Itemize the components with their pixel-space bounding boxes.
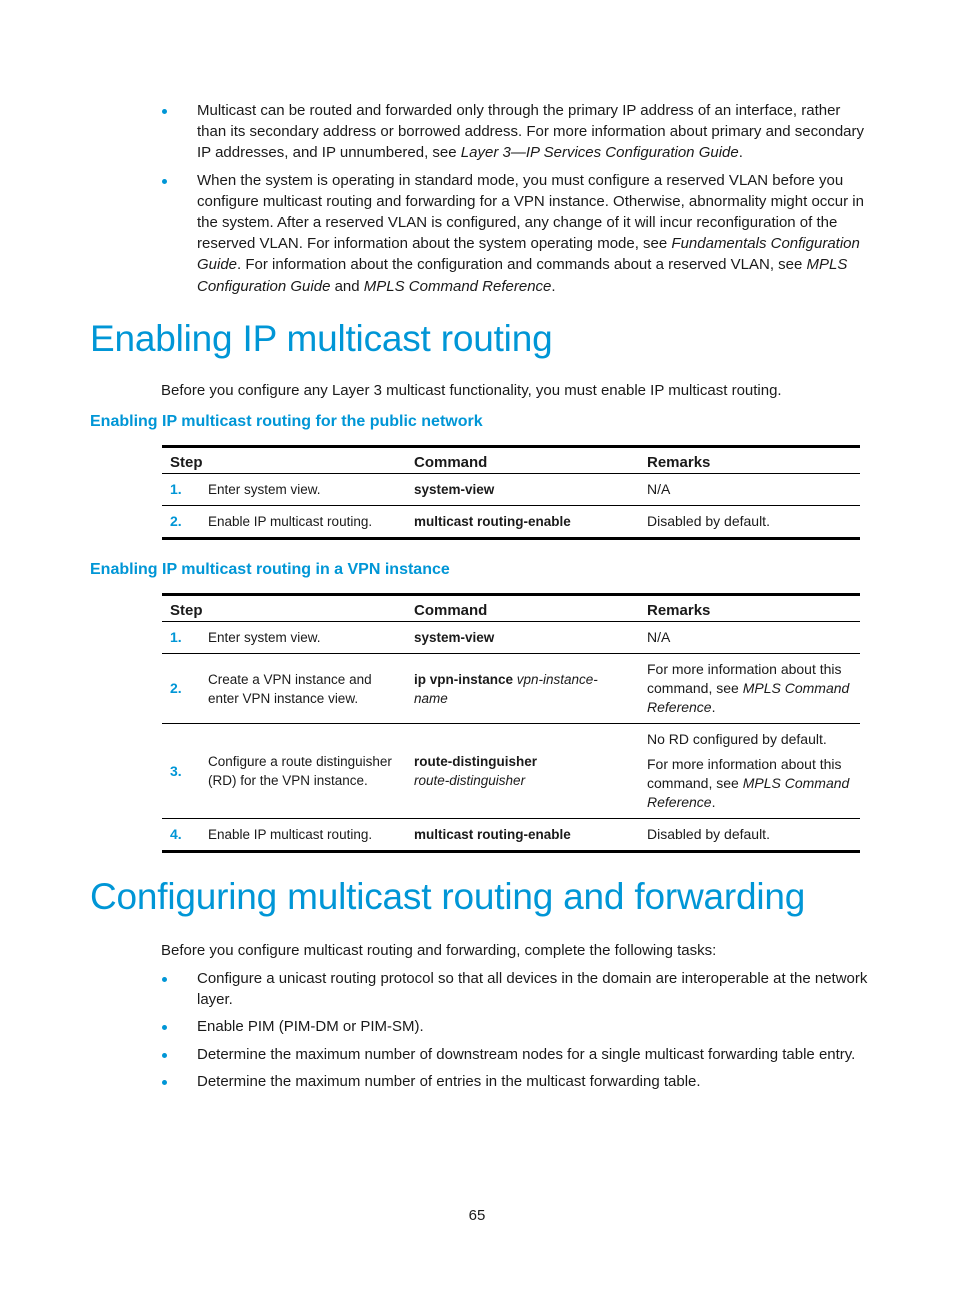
step-number: 2. <box>162 506 200 539</box>
section-title-configuring-multicast-routing: Configuring multicast routing and forwarding <box>90 876 806 917</box>
text-run: No RD configured by default. <box>647 731 827 747</box>
text-run: . <box>711 699 716 715</box>
command-argument: vpn-instance-name <box>414 671 598 706</box>
text-run: Multicast can be routed and forwarded only through the primary IP address of an interface, rather than its secondary address or borrowed address. For more information about primary and secondary IP addresses, and IP unnumbered, see <box>197 102 864 162</box>
text-run: . <box>551 277 556 295</box>
step-remarks <box>639 506 860 539</box>
table-row <box>162 724 860 819</box>
remarks-line <box>647 755 852 812</box>
bullet-icon <box>162 1025 167 1030</box>
text-run: For more information about this command, see <box>647 661 842 696</box>
text-run: and <box>330 277 364 295</box>
section2-intro: Before you configure multicast routing and forwarding, complete the following tasks: <box>161 942 717 959</box>
list-item-text: Determine the maximum number of entries in the multicast forwarding table. <box>197 1072 701 1090</box>
step-number: 2. <box>162 654 200 724</box>
table-row <box>162 474 860 506</box>
command-keyword: system-view <box>414 630 495 645</box>
bullet-icon <box>162 179 167 184</box>
remarks-line <box>647 480 852 499</box>
italic-text: Fundamentals Configuration Guide <box>197 235 860 274</box>
step-remarks <box>639 474 860 506</box>
step-command <box>406 654 639 724</box>
subsection-title-vpn-instance: Enabling IP multicast routing in a VPN instance <box>90 561 450 578</box>
step-description: Enter system view. <box>208 630 321 645</box>
step-command <box>406 506 639 539</box>
step-command <box>406 474 639 506</box>
header-remarks: Remarks <box>639 447 860 474</box>
text-run: . <box>738 144 743 162</box>
command-keyword: multicast routing-enable <box>414 514 571 529</box>
text-run: For more information about this command, see <box>647 756 842 791</box>
list-item <box>160 100 870 164</box>
page-number: 65 <box>468 1207 486 1224</box>
italic-text: Layer 3—IP Services Configuration Guide <box>460 144 739 162</box>
text-run: . <box>711 794 716 810</box>
table-row <box>162 654 860 724</box>
step-remarks <box>639 819 860 852</box>
command-keyword: route-distinguisher <box>414 754 538 769</box>
steps-table-public-network <box>162 445 860 540</box>
step-command <box>406 819 639 852</box>
text-run: N/A <box>647 481 671 497</box>
subsection-title-public-network: Enabling IP multicast routing for the public network <box>90 413 483 430</box>
step-description: Create a VPN instance and enter VPN instance view. <box>200 654 406 724</box>
header-command: Command <box>406 447 639 474</box>
step-command <box>406 622 639 654</box>
remarks-line <box>647 628 852 647</box>
steps-table-vpn-instance <box>162 593 860 853</box>
remarks-line <box>647 730 852 749</box>
task-bullet-list <box>160 968 870 1098</box>
step-command <box>406 724 639 819</box>
list-item <box>160 968 870 1010</box>
remarks-line <box>647 512 852 531</box>
top-bullet-list <box>160 100 870 303</box>
remarks-line <box>647 660 852 717</box>
bullet-icon <box>162 1053 167 1058</box>
text-run: . For information about the configuration and commands about a reserved VLAN, see <box>237 256 807 274</box>
table-row <box>162 819 860 852</box>
text-run: Disabled by default. <box>647 513 770 529</box>
list-item-text: Enable PIM (PIM-DM or PIM-SM). <box>197 1018 424 1036</box>
step-remarks <box>639 654 860 724</box>
step-description: Enter system view. <box>208 482 321 497</box>
list-item-text: Configure a unicast routing protocol so that all devices in the domain are interoperable at the network layer. <box>197 970 868 1009</box>
step-description: Enable IP multicast routing. <box>200 819 406 852</box>
step-description: Configure a route distinguisher (RD) for the VPN instance. <box>200 724 406 819</box>
bullet-icon <box>162 109 167 114</box>
text-run: When the system is operating in standard mode, you must configure a reserved VLAN before you configure multicast routing and forwarding for a VPN instance. Otherwise, abnormality might occur in the system. After a reserved VLAN is configured, any change of it will incur reconfiguration of the reserved VLAN. For information about the system operating mode, see <box>197 171 864 253</box>
bullet-icon <box>162 977 167 982</box>
command-keyword: system-view <box>414 482 495 497</box>
section-title-enabling-ip-multicast-routing: Enabling IP multicast routing <box>90 318 553 359</box>
italic-text: MPLS Command Reference <box>647 775 850 810</box>
text-run: Disabled by default. <box>647 826 770 842</box>
list-item <box>160 1016 870 1037</box>
header-remarks: Remarks <box>639 595 860 622</box>
italic-text: MPLS Command Reference <box>363 277 552 295</box>
list-item <box>160 1071 870 1092</box>
command-argument: route-distinguisher <box>414 773 526 788</box>
step-number: 1. <box>170 629 182 645</box>
list-item <box>160 170 870 297</box>
header-step: Step <box>162 595 406 622</box>
command-keyword: multicast routing-enable <box>414 827 571 842</box>
step-number: 4. <box>162 819 200 852</box>
header-step: Step <box>162 447 406 474</box>
list-item-text: Determine the maximum number of downstream nodes for a single multicast forwarding table entry. <box>197 1045 856 1063</box>
list-item <box>160 1044 870 1065</box>
command-keyword: ip vpn-instance <box>414 671 514 687</box>
italic-text: MPLS Configuration Guide <box>197 256 848 295</box>
step-number: 1. <box>170 481 182 497</box>
table-row <box>162 506 860 539</box>
step-description: Enable IP multicast routing. <box>200 506 406 539</box>
italic-text: MPLS Command Reference <box>647 680 850 715</box>
step-number: 3. <box>162 724 200 819</box>
bullet-icon <box>162 1080 167 1085</box>
remarks-line <box>647 825 852 844</box>
section1-intro: Before you configure any Layer 3 multicast functionality, you must enable IP multicast routing. <box>161 382 782 399</box>
text-run: N/A <box>647 629 671 645</box>
table-row <box>162 622 860 654</box>
step-remarks <box>639 724 860 819</box>
header-command: Command <box>406 595 639 622</box>
step-remarks <box>639 622 860 654</box>
